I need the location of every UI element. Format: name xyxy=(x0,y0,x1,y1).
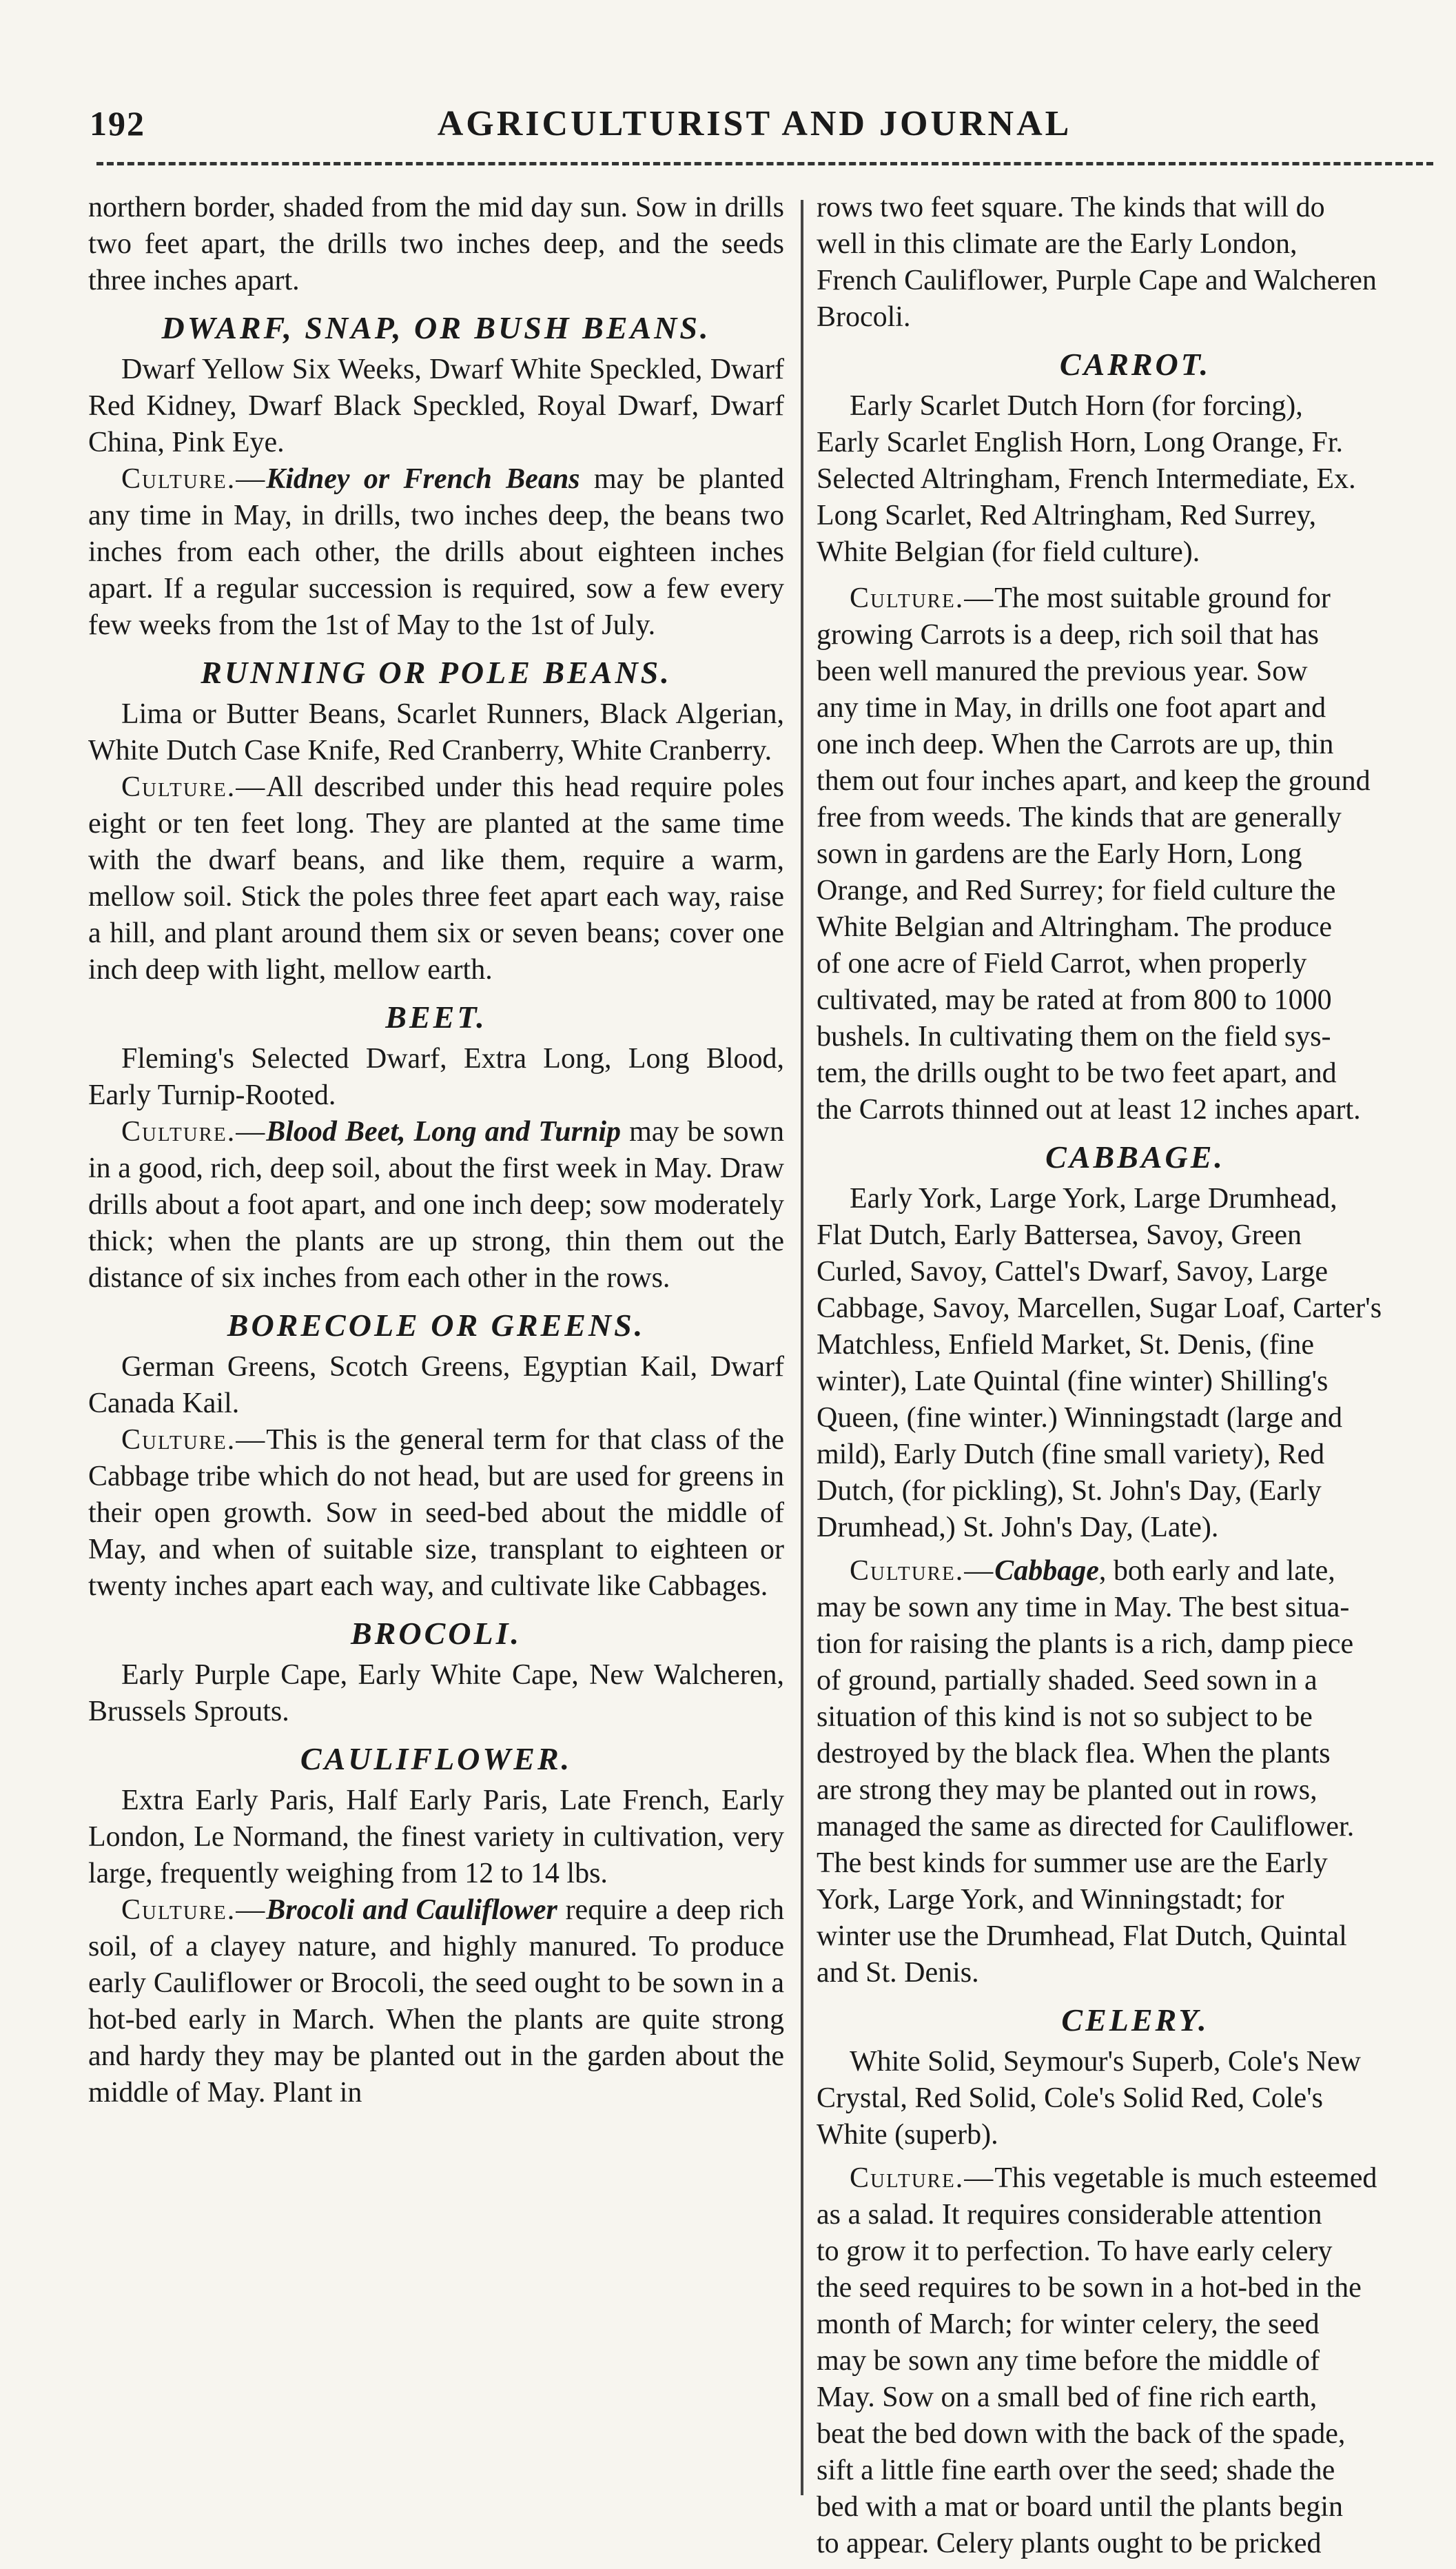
text-line: tem, the drills ought to be two feet apart, and xyxy=(817,1057,1337,1089)
text-line: situation of this kind is not so subject to be xyxy=(817,1701,1313,1733)
text-line: French Cauliflower, Purple Cape and Walcheren xyxy=(817,265,1377,296)
text-line: the seed requires to be sown in a hot-bed in the xyxy=(817,2272,1362,2304)
text-line: Selected Altringham, French Intermediate, Ex. xyxy=(817,463,1356,495)
celery-varieties xyxy=(817,2044,1454,2153)
text-line: mild), Early Dutch (fine small variety), Red xyxy=(817,1439,1325,1470)
text-line: York, Large York, and Winningstadt; for xyxy=(817,1884,1284,1916)
text-line: Flat Dutch, Early Battersea, Savoy, Green xyxy=(817,1219,1302,1251)
text-line: the Carrots thinned out at least 12 inches apart. xyxy=(817,1094,1361,1126)
left-column xyxy=(88,190,784,2111)
text-line: managed the same as directed for Cauliflower. xyxy=(817,1811,1355,1842)
heading-cabbage: CABBAGE. xyxy=(1045,1139,1225,1175)
culture-emphasis: Blood Beet, Long and Turnip xyxy=(266,1116,622,1148)
cabbage-culture xyxy=(817,1553,1454,1991)
text-line: Early Scarlet Dutch Horn (for forcing), xyxy=(850,390,1303,422)
culture-label: Culture.— xyxy=(121,1424,267,1456)
text-line: Culture.—This vegetable is much esteemed xyxy=(850,2162,1377,2194)
culture-label: Culture.— xyxy=(121,1116,267,1148)
text-line: growing Carrots is a deep, rich soil that has xyxy=(817,619,1320,651)
culture-label: Culture.— xyxy=(121,1894,267,1926)
text-line: of ground, partially shaded. Seed sown in a xyxy=(817,1665,1317,1696)
heading-carrot: CARROT. xyxy=(1059,347,1211,382)
text-line: Long Scarlet, Red Altringham, Red Surrey, xyxy=(817,500,1317,531)
carrot-varieties xyxy=(817,388,1454,571)
intro-paragraph: northern border, shaded from the mid day sun. Sow in drills two feet apart, the drills two inches deep, and the seeds three inches apart. xyxy=(88,192,784,296)
text-line: Brocoli. xyxy=(817,301,911,333)
heading-beet: BEET. xyxy=(385,999,487,1035)
text-line: any time in May, in drills one foot apart and xyxy=(817,692,1326,724)
cabbage-varieties xyxy=(817,1181,1454,1546)
text-line: Dutch, (for pickling), St. John's Day, (Early xyxy=(817,1475,1322,1507)
text-line: rows two feet square. The kinds that will do xyxy=(817,192,1325,223)
text-line: beat the bed down with the back of the spade, xyxy=(817,2418,1346,2450)
text-line: sown in gardens are the Early Horn, Long xyxy=(817,838,1302,870)
celery-culture xyxy=(817,2160,1454,2562)
text-line: sift a little fine earth over the seed; shade the xyxy=(817,2455,1335,2486)
culture-label: Culture.— xyxy=(121,463,267,495)
heading-pole-beans: RUNNING OR POLE BEANS. xyxy=(201,655,672,690)
pole-beans-varieties: Lima or Butter Beans, Scarlet Runners, Black Algerian, White Dutch Case Knife, Red Cranberry, White Cranberry. xyxy=(88,698,784,766)
culture-emphasis: Cabbage xyxy=(994,1555,1099,1587)
text-line: as a salad. It requires considerable attention xyxy=(817,2199,1322,2231)
page-header xyxy=(83,103,1426,159)
text-line: Culture.—The most suitable ground for xyxy=(850,582,1331,614)
pole-beans-culture xyxy=(88,769,784,988)
text-line: to grow it to perfection. To have early celery xyxy=(817,2235,1333,2267)
heading-borecole: BORECOLE OR GREENS. xyxy=(227,1308,646,1343)
text-line: of one acre of Field Carrot, when properly xyxy=(817,948,1307,979)
text-line: winter use the Drumhead, Flat Dutch, Quintal xyxy=(817,1920,1347,1952)
carrot-culture xyxy=(817,580,1454,1128)
borecole-varieties: German Greens, Scotch Greens, Egyptian Kail, Dwarf Canada Kail. xyxy=(88,1351,784,1419)
text-line: Curled, Savoy, Cattel's Dwarf, Savoy, Large xyxy=(817,1256,1329,1288)
culture-emphasis: Brocoli and Cauliflower xyxy=(266,1894,557,1926)
text-line: Queen, (fine winter.) Winningstadt (large and xyxy=(817,1402,1343,1434)
text-line: The best kinds for summer use are the Early xyxy=(817,1847,1328,1879)
text-line: destroyed by the black flea. When the plants xyxy=(817,1738,1331,1769)
text-line: Cabbage, Savoy, Marcellen, Sugar Loaf, Carter's xyxy=(817,1292,1382,1324)
header-rule xyxy=(96,162,1433,165)
continued-cauliflower-text xyxy=(817,190,1454,336)
culture-text: All described under this head require poles eight or ten feet long. They are planted at the same time with the dwarf beans, and like them, require a warm, mellow soil. Stick the poles three feet apart each way, raise a hill, and plant around them six or seven beans; cover one inch deep with light, mellow earth. xyxy=(88,771,784,986)
dwarf-beans-varieties: Dwarf Yellow Six Weeks, Dwarf White Speckled, Dwarf Red Kidney, Dwarf Black Speckled, Royal Dwarf, Dwarf China, Pink Eye. xyxy=(88,354,784,458)
culture-text: This is the general term for that class of the Cabbage tribe which do not head, but are used for greens in their open growth. Sow in seed-bed about the middle of May, and when of suitable size, transplant to eighteen or twenty inches apart each way, and cultivate like Cabbages. xyxy=(88,1424,784,1602)
text-line: White Belgian (for field culture). xyxy=(817,536,1200,568)
borecole-culture xyxy=(88,1422,784,1605)
text-line: and St. Denis. xyxy=(817,1957,979,1989)
text-line: are strong they may be planted out in rows, xyxy=(817,1774,1317,1806)
culture-label: Culture.— xyxy=(121,771,267,803)
text-line: been well manured the previous year. Sow xyxy=(817,656,1308,687)
page-number: 192 xyxy=(90,104,145,143)
text-line: Drumhead,) St. John's Day, (Late). xyxy=(817,1512,1219,1543)
heading-dwarf-beans: DWARF, SNAP, OR BUSH BEANS. xyxy=(161,310,711,345)
text-line: Orange, and Red Surrey; for field culture the xyxy=(817,875,1336,906)
culture-label: Culture.— xyxy=(850,2162,995,2194)
text-line: free from weeds. The kinds that are generally xyxy=(817,802,1342,833)
culture-label: Culture.— xyxy=(850,582,995,614)
right-column xyxy=(817,190,1454,2562)
culture-text: may be planted any time in May, in drills, two inches deep, the beans two inches from each other, the drills about eighteen inches apart. If a regular succession is required, sow a few every few weeks from the 1st of May to the 1st of July. xyxy=(88,463,785,641)
text-line: them out four inches apart, and keep the ground xyxy=(817,765,1371,797)
culture-label: Culture.— xyxy=(850,1555,995,1587)
text-line: White (superb). xyxy=(817,2119,998,2151)
text-line: winter), Late Quintal (fine winter) Shilling's xyxy=(817,1365,1329,1397)
dwarf-beans-culture xyxy=(88,461,784,644)
text-line: month of March; for winter celery, the seed xyxy=(817,2308,1320,2340)
text-line: cultivated, may be rated at from 800 to 1000 xyxy=(817,984,1332,1016)
text-line: bed with a mat or board until the plants begin xyxy=(817,2491,1343,2523)
text-line: may be sown any time in May. The best situa- xyxy=(817,1592,1350,1623)
beet-culture xyxy=(88,1114,784,1297)
text-line: White Belgian and Altringham. The produce xyxy=(817,911,1333,943)
text-line: to appear. Celery plants ought to be pricked xyxy=(817,2528,1322,2559)
cauliflower-varieties: Extra Early Paris, Half Early Paris, Late French, Early London, Le Normand, the finest variety in cultivation, very large, frequently weighing from 12 to 14 lbs. xyxy=(88,1785,784,1889)
text-line: Crystal, Red Solid, Cole's Solid Red, Cole's xyxy=(817,2082,1323,2114)
heading-brocoli: BROCOLI. xyxy=(351,1616,522,1651)
culture-text: require a deep rich soil, of a clayey nature, and highly manured. To produce early Cauliflower or Brocoli, the seed ought to be sown in a hot-bed early in March. When the plants are quite strong and hardy they may be planted out in the garden about the middle of May. Plant in xyxy=(88,1894,784,2109)
text-line: bushels. In cultivating them on the field sys- xyxy=(817,1021,1331,1053)
text-line: Early Scarlet English Horn, Long Orange, Fr. xyxy=(817,427,1343,458)
text-line: may be sown any time before the middle of xyxy=(817,2345,1320,2377)
text-line: Matchless, Enfield Market, St. Denis, (fine xyxy=(817,1329,1314,1361)
text-line: Early York, Large York, Large Drumhead, xyxy=(850,1183,1337,1215)
heading-celery: CELERY. xyxy=(1061,2002,1209,2038)
column-divider xyxy=(801,200,803,2495)
culture-text: may be sown in a good, rich, deep soil, about the first week in May. Draw drills about a foot apart, and one inch deep; sow moderately thick; when the plants are up strong, thin them out the distance of six inches from each other in the rows. xyxy=(88,1116,784,1294)
cauliflower-culture xyxy=(88,1892,784,2111)
text-line: Culture.—Cabbage, both early and late, xyxy=(850,1555,1335,1587)
text-line: well in this climate are the Early London, xyxy=(817,228,1298,260)
text-line: May. Sow on a small bed of fine rich earth, xyxy=(817,2382,1317,2413)
beet-varieties: Fleming's Selected Dwarf, Extra Long, Long Blood, Early Turnip-Rooted. xyxy=(88,1043,784,1111)
text-line: tion for raising the plants is a rich, damp piece xyxy=(817,1628,1354,1660)
running-head: AGRICULTURIST AND JOURNAL xyxy=(437,104,1072,143)
brocoli-varieties: Early Purple Cape, Early White Cape, New Walcheren, Brussels Sprouts. xyxy=(88,1659,784,1727)
heading-cauliflower: CAULIFLOWER. xyxy=(300,1741,573,1776)
text-line: White Solid, Seymour's Superb, Cole's New xyxy=(850,2046,1361,2078)
culture-emphasis: Kidney or French Beans xyxy=(266,463,580,495)
text-line: one inch deep. When the Carrots are up, thin xyxy=(817,729,1334,760)
